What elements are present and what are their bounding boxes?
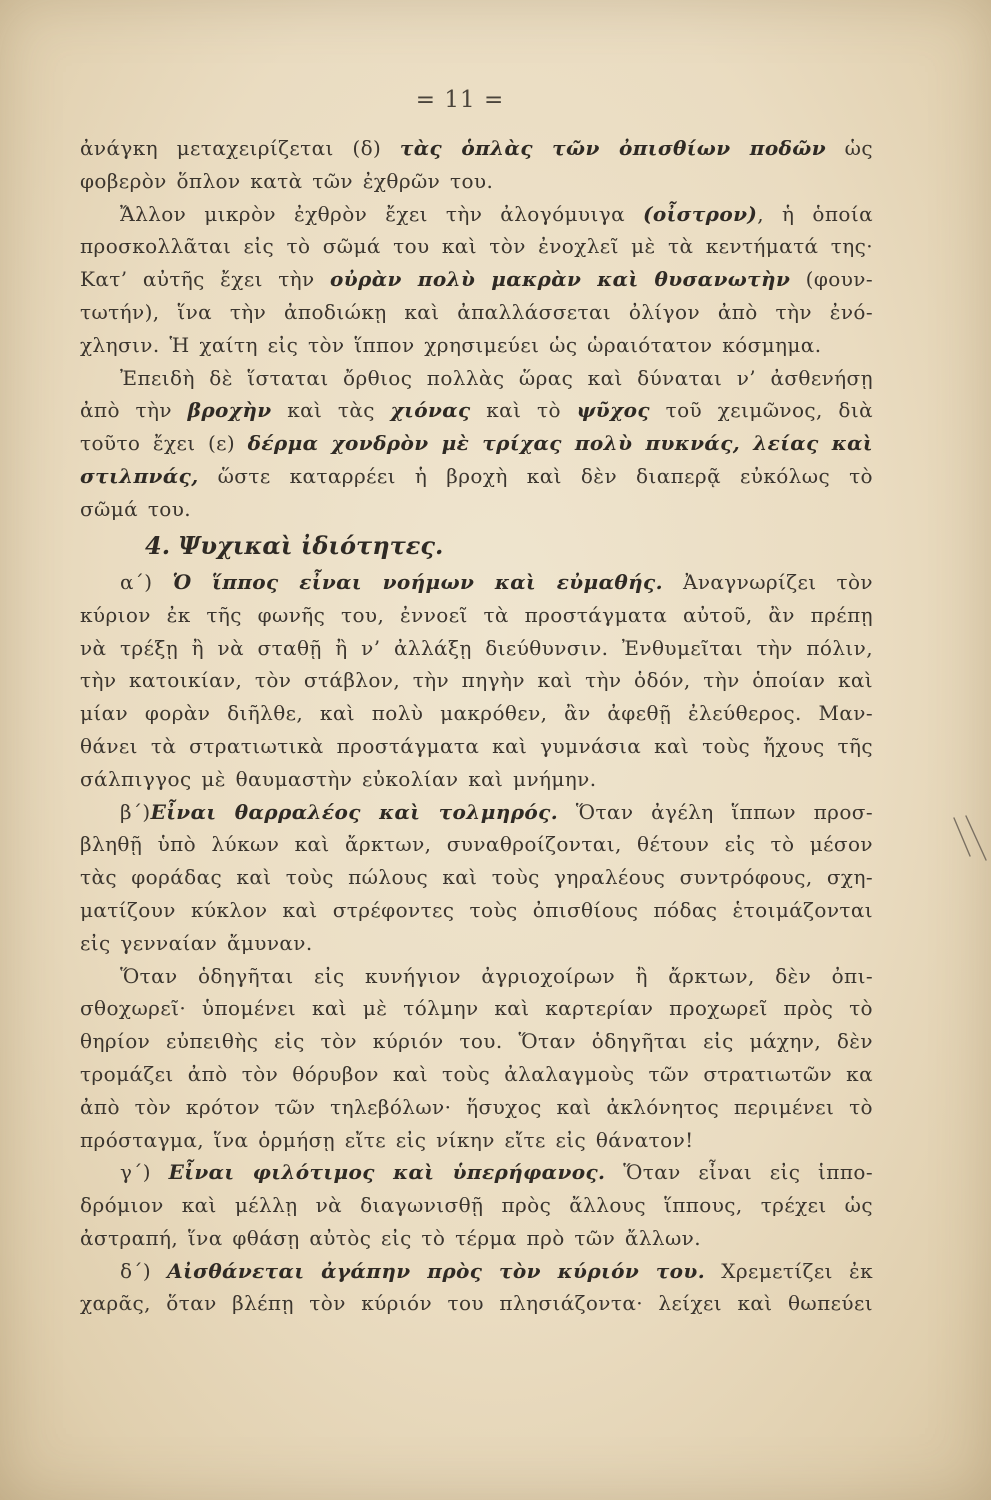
body-text: Ὅταν ὁδηγῆται εἰς κυνήγιον ἀγριοχοίρων ἢ ἄρκτων, δὲν ὀπι- [120,963,873,988]
body-text: ἀνάγκη μεταχειρίζεται (δ) [80,136,400,160]
text-line [80,632,873,665]
body-text: τοῦ χειμῶνος, διὰ [649,398,873,423]
body-text: ματίζουν κύκλον καὶ στρέφοντες τοὺς ὀπισθίους πόδας ἑτοιμάζονται [80,897,873,922]
text-line [80,960,873,993]
text-line [80,165,873,198]
text-line [80,329,873,362]
text-line [80,992,873,1025]
body-text: γ΄) [120,1160,169,1185]
text-line [80,230,873,263]
text-line [80,132,873,165]
body-text: β΄) [120,799,151,824]
text-line [80,927,873,960]
emphasized-text: χιόνας [390,398,471,423]
body-text: ἀπὸ τὸν κρότον τῶν τηλεβόλων· ἥσυχος καὶ ἀκλόνητος περιμένει τὸ [80,1094,873,1119]
text-line [80,493,873,526]
emphasized-text: Εἶναι θαρραλέος καὶ τολμηρός. [150,799,559,824]
text-line [80,1025,873,1058]
text-line [80,763,873,796]
body-text: Ἀναγνωρίζει τὸν [663,569,873,594]
body-text: τωτήν), ἵνα τὴν ἀποδιώκῃ καὶ ἀπαλλάσσεται ὀλίγον ἀπὸ τὴν ἐνό- [80,299,873,324]
paragraph [80,960,873,1157]
body-text: τὴν κατοικίαν, τὸν στάβλον, τὴν πηγὴν καὶ τὴν ὁδόν, τὴν ὁποίαν καὶ [80,668,873,693]
body-text: σῶμά του. [80,496,192,521]
paragraph [80,1255,873,1321]
section-4-paragraphs [80,566,873,1320]
intro-paragraphs [80,132,873,526]
body-text: Ὅταν εἶναι εἰς ἱππο- [605,1160,873,1185]
body-text: προσκολλᾶται εἰς τὸ σῶμά του καὶ τὸν ἐνοχλεῖ μὲ τὰ κεντήματά της· [80,234,873,259]
body-text: , ἡ ὁποία [757,201,873,226]
emphasized-text: Εἶναι φιλότιμος καὶ ὑπερήφανος. [168,1160,606,1185]
body-text: ἀπὸ τὴν [80,398,188,423]
body-text: καὶ τὰς [271,398,391,423]
text-line [80,1156,873,1189]
text-line [80,1058,873,1091]
body-text: σάλπιγγος μὲ θαυμαστὴν εὐκολίαν καὶ μνήμην. [80,766,597,791]
text-line [80,460,873,493]
body-text: δ΄) [120,1258,168,1283]
body-text: κύριον ἐκ τῆς φωνῆς του, ἐννοεῖ τὰ προστάγματα αὐτοῦ, ἂν πρέπῃ [80,602,873,627]
text-line [80,730,873,763]
text-line [80,828,873,861]
body-text: ὡς [826,136,873,160]
text-block [80,132,873,1320]
body-text: εἰς γενναίαν ἄμυναν. [80,930,313,955]
text-line [80,1287,873,1320]
body-text: θάνει τὰ στρατιωτικὰ προστάγματα καὶ γυμνάσια καὶ τοὺς ἤχους τῆς [80,733,873,758]
text-line [80,1222,873,1255]
emphasized-text: ψῦχος [576,398,650,423]
body-text: χαρᾶς, ὅταν βλέπῃ τὸν κύριόν του πλησιάζοντα· λείχει καὶ θωπεύει [80,1291,873,1316]
paragraph [80,132,873,198]
paragraph [80,362,873,526]
body-text: ὥστε καταρρέει ἡ βροχὴ καὶ δὲν διαπερᾷ εὐκόλως τὸ [198,463,873,488]
body-text: χλησιν. Ἡ χαίτη εἰς τὸν ἵππον χρησιμεύει ὡς ὡραιότατον κόσμημα. [80,332,822,357]
text-line [80,362,873,395]
body-text: τὰς φοράδας καὶ τοὺς πώλους καὶ τοὺς γηραλέους συντρόφους, σχη- [80,865,873,890]
section-heading [80,526,873,566]
paragraph [80,566,873,796]
text-line [80,1124,873,1157]
emphasized-text: (οἶστρον) [643,201,758,226]
text-line [80,263,873,296]
emphasized-text: δέρμα χονδρὸν μὲ τρίχας πολὺ πυκνάς, λείας καὶ [247,431,873,456]
emphasized-text: τὰς ὁπλὰς τῶν ὀπισθίων ποδῶν [399,136,827,160]
emphasized-text: βροχὴν [187,398,272,423]
text-line [80,566,873,599]
margin-pencil-mark [950,812,990,864]
text-line [80,1189,873,1222]
body-text: τοῦτο ἔχει (ε) [80,431,248,456]
section-number: 4. [145,530,171,560]
paragraph [80,198,873,362]
text-line [80,894,873,927]
text-line [80,1255,873,1288]
body-text: α΄) [120,569,173,594]
section-title: Ψυχικαὶ ἰδιότητες. [178,530,444,560]
body-text: μίαν φορὰν διῆλθε, καὶ πολὺ μακρόθεν, ἂν ἀφεθῇ ἐλεύθερος. Μαν- [80,701,873,726]
body-text: δρόμιον καὶ μέλλῃ νὰ διαγωνισθῇ πρὸς ἄλλους ἵππους, τρέχει ὡς [80,1193,873,1218]
text-line [80,394,873,427]
body-text: Χρεμετίζει ἐκ [705,1258,873,1283]
emphasized-text: οὐρὰν πολὺ μακρὰν καὶ θυσανωτὴν [330,267,791,292]
body-text: Ὅταν ἀγέλη ἵππων προσ- [558,799,873,824]
body-text: θηρίον εὐπειθὴς εἰς τὸν κύριόν του. Ὅταν ὁδηγῆται εἰς μάχην, δὲν [80,1029,873,1054]
body-text: βληθῇ ὑπὸ λύκων καὶ ἄρκτων, συναθροίζονται, θέτουν εἰς τὸ μέσον [80,832,873,857]
text-line [80,427,873,460]
emphasized-text: Αἰσθάνεται ἀγάπην πρὸς τὸν κύριόν του. [167,1258,706,1283]
emphasized-text: Ὁ ἵππος εἶναι νοήμων καὶ εὐμαθής. [172,569,663,594]
body-text: φοβερὸν ὅπλον κατὰ τῶν ἐχθρῶν του. [80,168,494,193]
paragraph [80,1156,873,1254]
body-text: ἀστραπή, ἵνα φθάσῃ αὐτὸς εἰς τὸ τέρμα πρὸ τῶν ἄλλων. [80,1225,702,1250]
body-text: Ἄλλον μικρὸν ἐχθρὸν ἔχει τὴν ἀλογόμυιγα [120,201,643,226]
paragraph [80,796,873,960]
emphasized-text: στιλπνάς, [80,463,199,488]
text-line [80,198,873,231]
text-line [80,697,873,730]
body-text: (φουν- [790,267,873,292]
text-line [80,296,873,329]
page-number: = 11 = [415,87,505,113]
body-text: πρόσταγμα, ἵνα ὁρμήσῃ εἴτε εἰς νίκην εἴτε εἰς θάνατον! [80,1127,694,1152]
text-line [80,664,873,697]
body-text: σθοχωρεῖ· ὑπομένει καὶ μὲ τόλμην καὶ καρτερίαν προχωρεῖ πρὸς τὸ [80,996,873,1021]
body-text: Ἐπειδὴ δὲ ἵσταται ὄρθιος πολλὰς ὥρας καὶ δύναται ν’ ἀσθενήσῃ [120,365,873,390]
text-line [80,1091,873,1124]
text-line [80,796,873,829]
body-text: Κατ’ αὐτῆς ἔχει τὴν [80,267,331,292]
body-text: νὰ τρέξῃ ἢ νὰ σταθῇ ἢ ν’ ἀλλάξῃ διεύθυνσιν. Ἐνθυμεῖται τὴν πόλιν, [80,635,873,660]
body-text: τρομάζει ἀπὸ τὸν θόρυβον καὶ τοὺς ἀλαλαγμοὺς τῶν στρατιωτῶν κα [80,1061,873,1086]
text-line [80,599,873,632]
body-text: καὶ τὸ [470,398,577,423]
text-line [80,861,873,894]
